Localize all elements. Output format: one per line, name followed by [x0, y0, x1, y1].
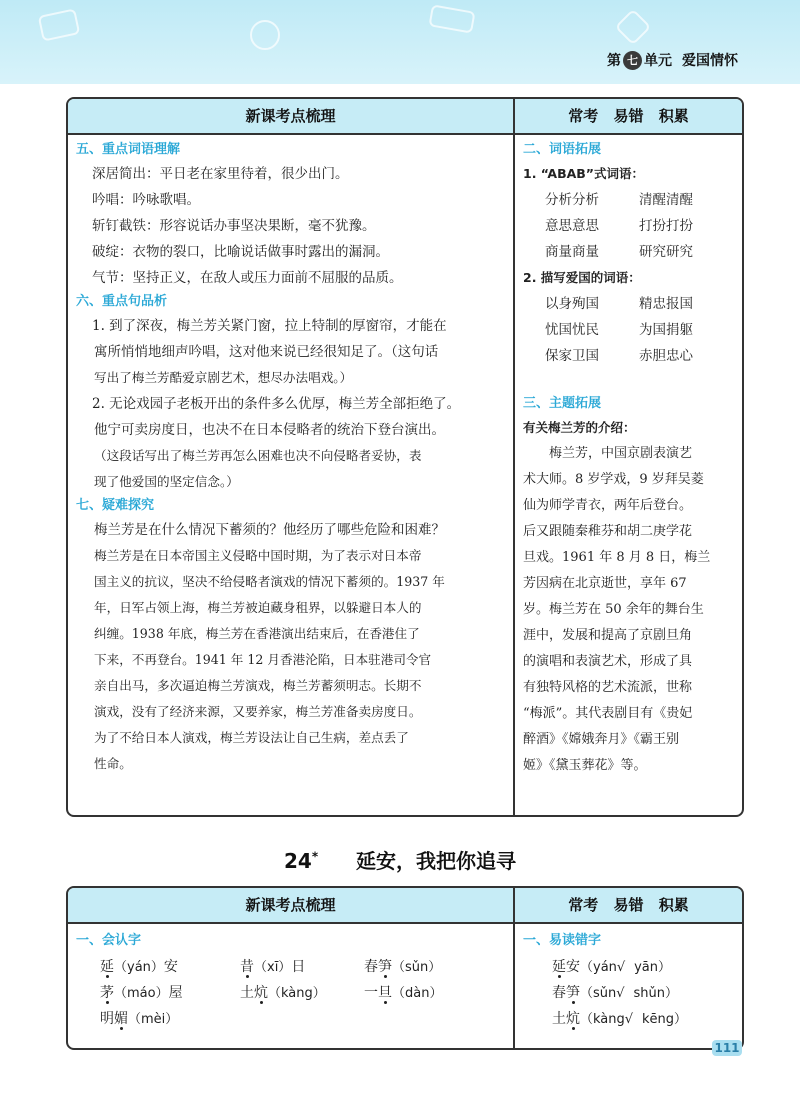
left-column [68, 139, 513, 777]
lesson-title [0, 845, 800, 874]
section-heading: 五、重点词语理解 [76, 142, 181, 157]
sentence-analysis-line: 寓所悄悄地细声吟唱，这对他来说已经很知足了。（这句话 [94, 344, 439, 360]
char-entry: 昔（xī）日 [240, 959, 306, 975]
misread-entry: 春笋（sǔn√ shǔn） [552, 985, 678, 1001]
char-entry: 春笋（sǔn） [364, 959, 442, 975]
study-box-1 [66, 97, 744, 817]
word-pair: 商量商量 研究研究 [545, 244, 693, 260]
char-entry: 明媚（mèi） [100, 1011, 179, 1027]
unit-number-badge: 七 [623, 51, 642, 70]
intro-line: 芳因病在北京逝世，享年 67 [523, 576, 687, 591]
answer-line: 亲自出马，多次逼迫梅兰芳演戏，梅兰芳蓄须明志。长期不 [94, 678, 422, 693]
answer-line: 梅兰芳是在日本帝国主义侵略中国时期，为了表示对日本帝 [94, 548, 422, 563]
unit-theme: 爱国情怀 [682, 53, 738, 69]
sentence-analysis-line: （这段话写出了梅兰芳再怎么困难也决不向侵略者妥协，表 [94, 448, 422, 463]
answer-line: 演戏，没有了经济来源，又要养家，梅兰芳准备卖房度日。 [94, 704, 422, 719]
left-column-title: 新课考点梳理 [245, 107, 336, 125]
section-heading: 二、词语拓展 [523, 142, 602, 157]
intro-line: 涯中，发展和提高了京剧旦角 [523, 628, 693, 643]
word-pair: 分析分析 清醒清醒 [545, 192, 693, 208]
subheading: 2. 描写爱国的词语： [523, 270, 641, 285]
sentence-analysis-line: 2. 无论戏园子老板开出的条件多么优厚，梅兰芳全部拒绝了。 [92, 396, 461, 412]
intro-line: 醉酒》《嫦娥奔月》《霸王别 [523, 732, 680, 747]
answer-line: 下来，不再登台。1941 年 12 月香港沦陷，日本驻港司令官 [94, 652, 432, 667]
answer-line: 纠缠。1938 年底，梅兰芳在香港演出结束后，在香港住了 [94, 626, 420, 641]
section-heading: 七、疑难探究 [76, 498, 155, 513]
word-pair: 保家卫国 赤胆忠心 [545, 348, 693, 364]
left-column-title: 新课考点梳理 [245, 896, 336, 914]
char-entry: 一旦（dàn） [364, 985, 443, 1001]
right-column-title: 常考 易错 积累 [568, 107, 689, 125]
unit-title: 第 七 单元 爱国情怀 [607, 50, 738, 70]
word-pair: 忧国忧民 为国捐躯 [545, 322, 693, 338]
word-definition: 破绽：衣物的裂口，比喻说话做事时露出的漏洞。 [92, 244, 389, 260]
sentence-analysis-line: 写出了梅兰芳酷爱京剧艺术，想尽办法唱戏。） [94, 370, 353, 385]
sentence-analysis-line: 1. 到了深夜，梅兰芳关紧门窗，拉上特制的厚窗帘，才能在 [92, 318, 447, 334]
char-entry: 茅（máo）屋 [100, 985, 183, 1001]
intro-line: 岁。梅兰芳在 50 余年的舞台生 [523, 602, 704, 617]
section-heading: 六、重点句品析 [76, 294, 168, 309]
word-definition: 吟唱：吟咏歌唱。 [92, 192, 200, 208]
word-pair: 意思意思 打扮打扮 [545, 218, 693, 234]
intro-line: 梅兰芳，中国京剧表演艺 [549, 446, 693, 461]
right-column-title: 常考 易错 积累 [568, 896, 689, 914]
right-column [515, 139, 742, 779]
section-heading: 一、会认字 [76, 933, 142, 948]
intro-line: “梅派”。其代表剧目有《贵妃 [523, 706, 693, 721]
answer-line: 国主义的抗议，坚决不给侵略者演戏的情况下蓄须的。1937 年 [94, 574, 445, 589]
word-definition: 斩钉截铁：形容说话办事坚决果断，毫不犹豫。 [92, 218, 376, 234]
misread-entry: 土炕（kàng√ kēng） [552, 1011, 687, 1027]
word-definition: 气节：坚持正义，在敌人或压力面前不屈服的品质。 [92, 270, 403, 286]
sentence-analysis-line: 他宁可卖房度日，也决不在日本侵略者的统治下登台演出。 [94, 422, 445, 438]
intro-line: 术大师。8 岁学戏，9 岁拜吴菱 [523, 472, 704, 487]
lesson-number: 24 [283, 849, 312, 873]
optional-lesson-star: * [311, 849, 319, 864]
word-pair: 以身殉国 精忠报国 [545, 296, 693, 312]
intro-line: 旦戏。1961 年 8 月 8 日，梅兰 [523, 550, 711, 565]
answer-line: 性命。 [94, 756, 132, 771]
char-entry: 土炕（kàng） [240, 985, 326, 1001]
misread-entry: 延安（yán√ yān） [552, 959, 671, 975]
question-text: 梅兰芳是在什么情况下蓄须的？他经历了哪些危险和困难？ [94, 522, 445, 538]
intro-line: 的演唱和表演艺术，形成了具 [523, 654, 693, 669]
section-heading: 三、主题拓展 [523, 396, 602, 411]
word-definition: 深居简出：平日老在家里待着，很少出门。 [92, 166, 349, 182]
intro-line: 仙为师学青衣，两年后登台。 [523, 498, 693, 513]
subheading: 1. “ABAB”式词语： [523, 166, 645, 181]
intro-line: 后又跟随秦稚芬和胡二庚学花 [523, 524, 693, 539]
sentence-analysis-line: 现了他爱国的坚定信念。） [94, 474, 239, 489]
answer-line: 为了不给日本人演戏，梅兰芳设法让自己生病，差点丢了 [94, 730, 409, 745]
intro-line: 姬》《黛玉葬花》等。 [523, 758, 647, 773]
top-banner [0, 0, 800, 84]
answer-line: 年，日军占领上海，梅兰芳被迫藏身租界，以躲避日本人的 [94, 600, 422, 615]
lesson-name: 延安，我把你追寻 [356, 849, 517, 873]
subheading: 有关梅兰芳的介绍： [523, 420, 636, 435]
char-entry: 延（yán）安 [100, 959, 178, 975]
page-number: 111 [712, 1040, 742, 1056]
intro-line: 有独特风格的艺术流派，世称 [523, 680, 693, 695]
study-box-2 [66, 886, 744, 1050]
section-heading: 一、易读错字 [523, 933, 602, 948]
